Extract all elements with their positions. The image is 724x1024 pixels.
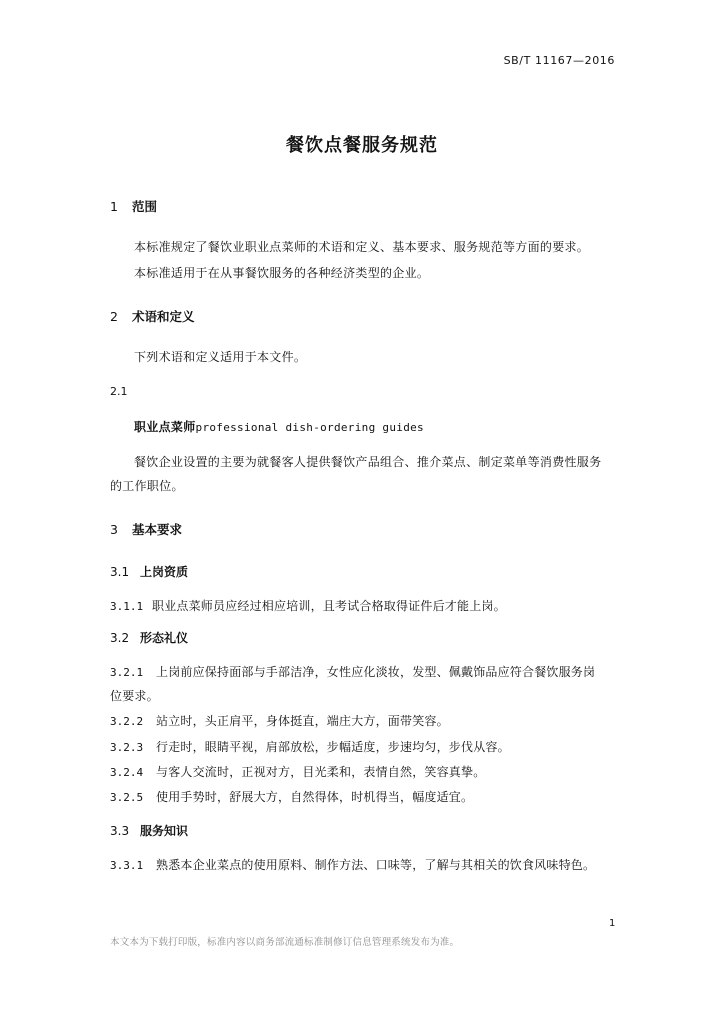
clause-number: 3.1.1	[110, 600, 144, 613]
paragraph: 本标准规定了餐饮业职业点菜师的术语和定义、基本要求、服务规范等方面的要求。	[134, 240, 590, 254]
clause-text: 站立时，头正肩平，身体挺直，端庄大方，面带笑容。	[156, 714, 449, 728]
subsection-number: 3.3	[110, 824, 130, 838]
clause-3-3-1	[110, 856, 595, 873]
clause-3-2-5	[110, 788, 473, 805]
clause-text: 使用手势时，舒展大方，自然得体，时机得当，幅度适宜。	[156, 790, 474, 804]
clause-3-2-3	[110, 738, 510, 755]
clause-3-2-4	[110, 763, 485, 780]
clause-text: 与客人交流时，正视对方，目光柔和，表情自然，笑容真挚。	[156, 765, 486, 779]
clause-3-2-1	[110, 663, 595, 680]
standard-code: SB/T 11167—2016	[503, 54, 615, 67]
section-number: 3	[110, 522, 118, 537]
subsection-title: 上岗资质	[140, 565, 189, 579]
clause-text: 熟悉本企业菜点的使用原料、制作方法、口味等，了解与其相关的饮食风味特色。	[156, 858, 596, 872]
clause-number: 3.3.1	[110, 859, 144, 872]
section-title: 范围	[132, 199, 158, 214]
clause-number: 3.2.5	[110, 791, 144, 804]
subsection-3-3-heading	[110, 822, 188, 839]
clause-text: 上岗前应保持面部与手部洁净，女性应化淡妆，发型、佩戴饰品应符合餐饮服务岗	[156, 665, 596, 679]
term-name-cn: 职业点菜师	[134, 420, 196, 434]
clause-3-1-1	[110, 597, 506, 614]
clause-3-2-2	[110, 712, 449, 729]
section-2-heading	[110, 307, 195, 325]
term-definition: 餐饮企业设置的主要为就餐客人提供餐饮产品组合、推介菜点、制定菜单等消费性服务	[134, 455, 602, 469]
subsection-number: 3.1	[110, 565, 130, 579]
clause-number: 3.2.3	[110, 741, 144, 754]
section-title: 术语和定义	[132, 309, 195, 324]
subsection-title: 服务知识	[140, 824, 189, 838]
paragraph: 下列术语和定义适用于本文件。	[134, 350, 307, 364]
subsection-number: 3.2	[110, 631, 130, 645]
term-definition-cont: 的工作职位。	[110, 479, 184, 493]
paragraph: 本标准适用于在从事餐饮服务的各种经济类型的企业。	[134, 266, 430, 280]
clause-number: 3.2.1	[110, 666, 144, 679]
clause-number: 3.2.4	[110, 766, 144, 779]
section-number: 1	[110, 199, 118, 214]
subsection-3-2-heading	[110, 629, 188, 646]
section-title: 基本要求	[132, 522, 183, 537]
section-number: 2	[110, 309, 118, 324]
term-name-en: professional dish-ordering guides	[195, 421, 424, 434]
section-1-heading	[110, 197, 157, 215]
clause-number: 3.2.2	[110, 715, 144, 728]
page-number: 1	[609, 918, 616, 929]
clause-text: 职业点菜师员应经过相应培训，且考试合格取得证件后才能上岗。	[152, 599, 506, 613]
term-entry	[134, 418, 424, 435]
subsection-3-1-heading	[110, 563, 188, 580]
section-3-heading	[110, 520, 182, 538]
clause-3-2-1-cont: 位要求。	[110, 689, 159, 703]
clause-text: 行走时，眼睛平视，肩部放松，步幅适度，步速均匀，步伐从容。	[156, 740, 510, 754]
download-disclaimer: 本文本为下载打印版，标准内容以商务部流通标准制修订信息管理系统发布为准。	[110, 937, 460, 948]
term-number: 2.1	[110, 385, 128, 398]
document-title: 餐饮点餐服务规范	[286, 135, 438, 156]
subsection-title: 形态礼仪	[140, 631, 189, 645]
